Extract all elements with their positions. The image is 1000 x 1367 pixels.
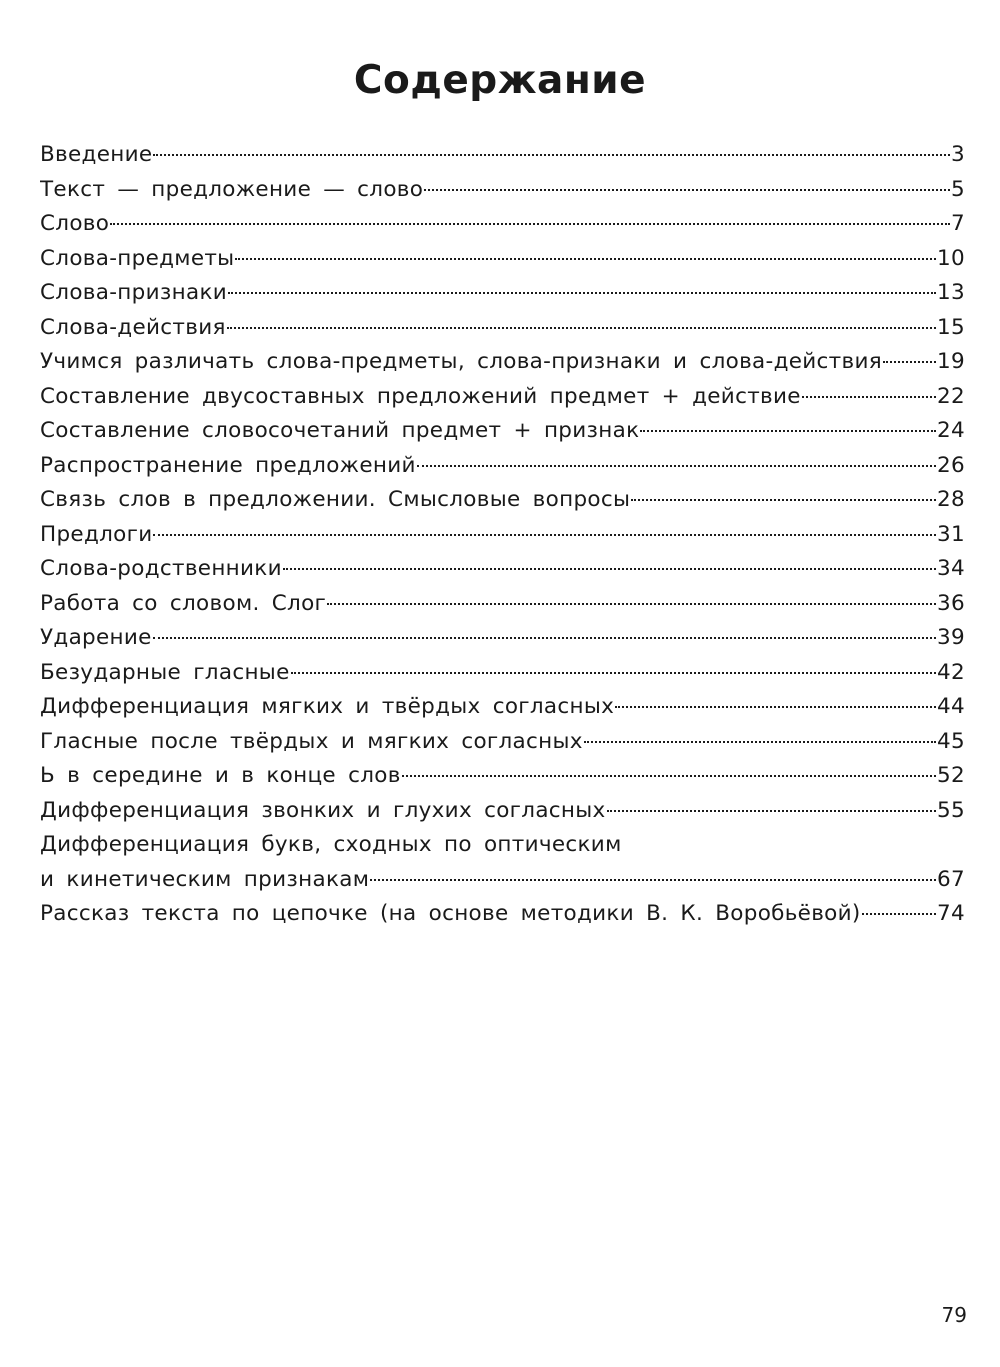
toc-entry [40, 311, 965, 346]
toc-entry-page: 13 [937, 280, 965, 305]
toc-entry [40, 138, 965, 173]
toc-entry [40, 759, 965, 794]
toc-entry [40, 587, 965, 622]
toc-entry-page: 36 [937, 590, 965, 616]
toc-entry-title: Распространение предложений [40, 452, 416, 478]
toc-entry-page: 74 [937, 901, 965, 926]
toc-entry-title: Введение [40, 142, 153, 167]
toc-entry [40, 380, 965, 415]
dot-leader [235, 258, 936, 260]
dot-leader [227, 327, 936, 329]
toc-entry-page: 19 [937, 349, 965, 374]
dot-leader [607, 810, 936, 812]
toc-entry-page: 45 [937, 728, 965, 754]
toc-entry-title: Слова-родственники [40, 556, 282, 581]
toc-entry-title: Гласные после твёрдых и мягких согласных [40, 728, 583, 754]
dot-leader [584, 741, 936, 743]
toc-entry [40, 794, 965, 829]
toc-entry [40, 690, 965, 725]
toc-entry-page: 10 [937, 245, 965, 271]
toc-entry-page: 39 [937, 625, 965, 650]
dot-leader [228, 292, 936, 294]
toc-entry-title: Слово [40, 211, 110, 236]
toc-entry-page: 7 [951, 211, 965, 236]
toc-entry [40, 173, 965, 208]
page-number: 79 [941, 1303, 967, 1327]
toc-entry [40, 345, 965, 380]
toc-entry-page: 24 [937, 418, 965, 443]
toc-entry-title: Учимся различать слова-предметы, слова-признаки и слова-действия [40, 349, 882, 374]
toc-entry [40, 242, 965, 277]
toc-entry-title: Текст — предложение — слово [40, 176, 424, 202]
toc-entry-page: 42 [937, 659, 965, 685]
toc-entry-page: 15 [937, 314, 965, 340]
dot-leader [424, 189, 950, 191]
toc-entry-page: 31 [937, 521, 965, 547]
dot-leader [283, 568, 936, 570]
dot-leader [402, 775, 936, 777]
dot-leader [327, 603, 936, 605]
toc-entry [40, 483, 965, 518]
toc-entry-page: 44 [937, 694, 965, 719]
toc-entry [40, 897, 965, 932]
toc-entry-title: Связь слов в предложении. Смысловые вопросы [40, 487, 631, 512]
toc-entry [40, 863, 965, 898]
toc-entry-page: 3 [951, 142, 965, 167]
dot-leader [862, 913, 936, 915]
dot-leader [417, 465, 936, 467]
dot-leader [631, 499, 936, 501]
toc-entry-title: Работа со словом. Слог [40, 590, 327, 616]
toc-entry-title: Предлоги [40, 521, 153, 547]
toc-entry-page: 52 [937, 763, 965, 788]
toc-entry [40, 207, 965, 242]
toc-entry-title: Рассказ текста по цепочке (на основе методики В. К. Воробьёвой) [40, 901, 861, 926]
toc-entry-page: 34 [937, 556, 965, 581]
toc-entry [40, 518, 965, 553]
dot-leader [640, 430, 936, 432]
toc-entry [40, 552, 965, 587]
toc-entry-title: Дифференциация букв, сходных по оптическим [40, 832, 622, 857]
toc-entry-page: 28 [937, 487, 965, 512]
dot-leader [883, 361, 936, 363]
toc-entry [40, 449, 965, 484]
toc-entry-page: 5 [951, 176, 965, 202]
toc-entry-page: 67 [937, 866, 965, 892]
dot-leader [153, 637, 936, 639]
toc-entry-page: 26 [937, 452, 965, 478]
table-of-contents [40, 138, 965, 932]
toc-entry [40, 656, 965, 691]
dot-leader [291, 672, 936, 674]
toc-entry [40, 414, 965, 449]
toc-entry-title: Ударение [40, 625, 152, 650]
dot-leader [153, 154, 950, 156]
toc-entry-title: Ь в середине и в конце слов [40, 763, 401, 788]
toc-entry-page: 55 [937, 797, 965, 823]
toc-entry [40, 828, 965, 863]
toc-entry-title: Слова-действия [40, 314, 226, 340]
toc-entry-title: Составление двусоставных предложений предмет + действие [40, 383, 801, 409]
toc-entry-title: Дифференциация звонких и глухих согласных [40, 797, 606, 823]
toc-entry-title: Безударные гласные [40, 659, 290, 685]
dot-leader [802, 396, 936, 398]
toc-entry-page: 22 [937, 383, 965, 409]
toc-entry [40, 725, 965, 760]
dot-leader [153, 534, 936, 536]
dot-leader [370, 879, 936, 881]
toc-entry-title: Слова-признаки [40, 280, 228, 305]
toc-entry-title: и кинетическим признакам [40, 866, 370, 892]
toc-entry-title: Составление словосочетаний предмет + признак [40, 418, 640, 443]
toc-entry-title: Дифференциация мягких и твёрдых согласных [40, 694, 615, 719]
toc-entry [40, 621, 965, 656]
dot-leader [615, 706, 936, 708]
toc-entry-title: Слова-предметы [40, 245, 235, 271]
toc-entry [40, 276, 965, 311]
page-title: Содержание [353, 58, 647, 103]
dot-leader [110, 223, 950, 225]
